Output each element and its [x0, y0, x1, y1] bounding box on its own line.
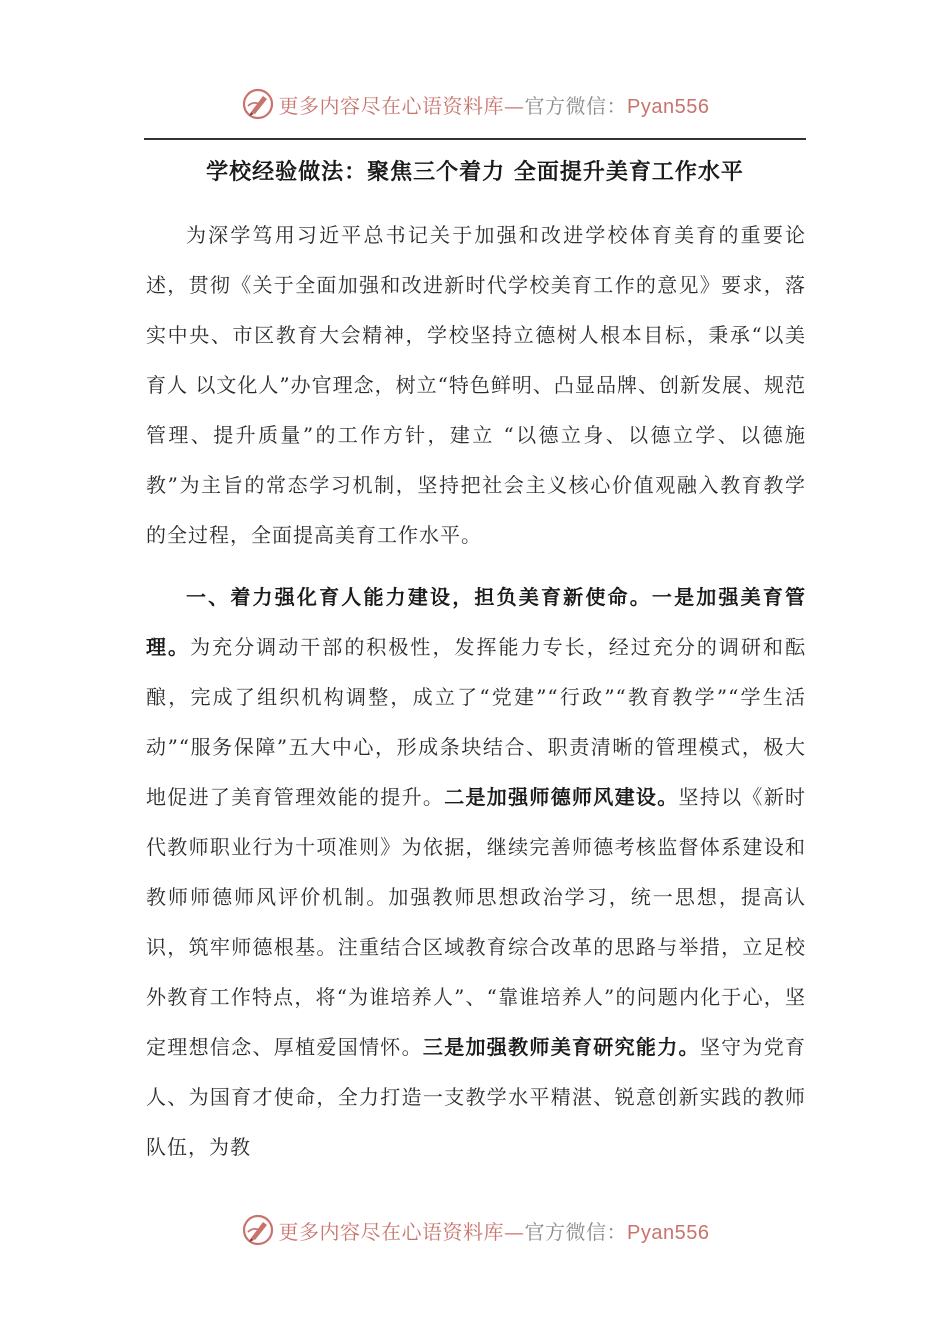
footer-banner-text	[279, 1216, 710, 1245]
document-body	[146, 210, 806, 1172]
header-banner-text	[279, 90, 710, 119]
document-title: 学校经验做法：聚焦三个着力 全面提升美育工作水平	[206, 160, 744, 185]
header-divider	[144, 138, 806, 140]
section1-heading: 一、着力强化育人能力建设，担负美育新使命。	[186, 585, 652, 609]
dash: —	[504, 1219, 525, 1244]
brand-text: 更多内容尽在心语资料库	[278, 1219, 505, 1244]
wechat-id: Pyan556	[627, 95, 710, 118]
point2-text: 坚持以《新时代教师职业行为十项准则》为依据，继续完善师德考核监督体系建设和教师师德师风评价机制。加强教师思想政治学习，统一思想，提高认识，筑牢师德根基。注重结合区域教育综合改革的思路与举措，立足校外教育工作特点，将“为谁培养人”、“靠谁培养人”的问题内化于心，坚定理想信念、厚植爱国情怀。	[146, 785, 807, 1059]
footer-banner	[0, 1210, 950, 1250]
dash: —	[504, 93, 525, 118]
point1-title: 一是加强美育管理。	[146, 585, 807, 659]
point3-title: 三是加强教师美育研究能力。	[422, 1035, 700, 1059]
brand-text: 更多内容尽在心语资料库	[278, 93, 505, 118]
header-banner	[0, 84, 950, 124]
pen-logo-icon	[241, 87, 275, 121]
section1-paragraph	[146, 572, 806, 1172]
wechat-id: Pyan556	[627, 1221, 710, 1244]
intro-paragraph: 为深学笃用习近平总书记关于加强和改进学校体育美育的重要论述，贯彻《关于全面加强和改进新时代学校美育工作的意见》要求，落实中央、市区教育大会精神，学校坚持立德树人根本目标，秉承“以美育人 以文化人”办官理念，树立“特色鲜明、凸显品牌、创新发展、规范管理、提升质量”的工作方针，建立 “以德立身、以德立学、以德施教”为主旨的常态学习机制，坚持把社会主义核心价值观融入教育教学的全过程，全面提高美育工作水平。	[146, 223, 806, 547]
point1-text: 为充分调动干部的积极性，发挥能力专长，经过充分的调研和酝酿，完成了组织机构调整，成立了“党建”“行政”“教育教学”“学生活动”“服务保障”五大中心，形成条块结合、职责清晰的管理模式，极大地促进了美育管理效能的提升。	[146, 635, 807, 809]
wechat-label: 官方微信：	[524, 1219, 628, 1244]
pen-logo-icon	[241, 1213, 275, 1247]
point3-text: 坚守为党育人、为国育才使命，全力打造一支教学水平精湛、锐意创新实践的教师队伍，为教	[146, 1035, 807, 1159]
point2-title: 二是加强师德师风建设。	[444, 785, 679, 809]
wechat-label: 官方微信：	[524, 93, 628, 118]
